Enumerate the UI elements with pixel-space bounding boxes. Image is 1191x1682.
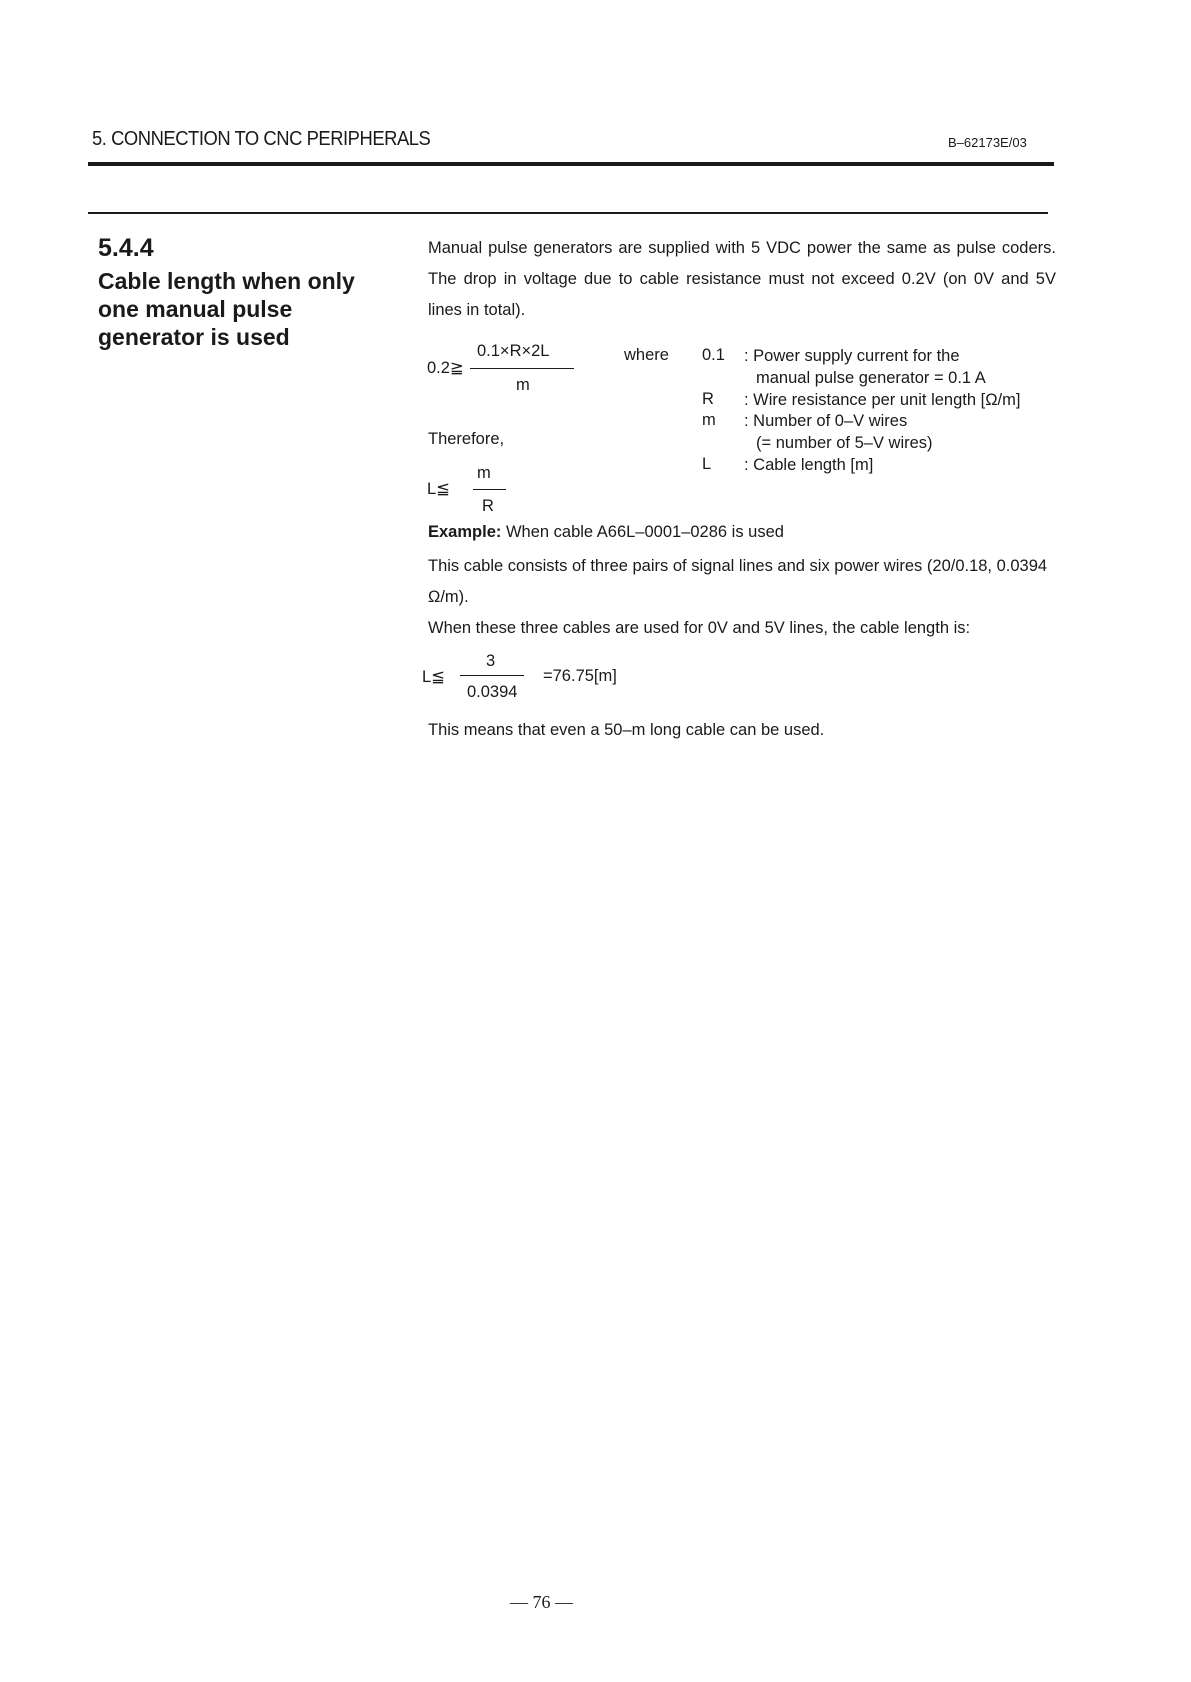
where-label: where (624, 346, 669, 364)
definition-text: : Number of 0–V wires (= number of 5–V wires) (744, 412, 933, 452)
page-number: — 76 — (510, 1592, 573, 1612)
section-number: 5.4.4 (98, 234, 154, 262)
formula1-lhs: 0.2≧ (427, 359, 464, 377)
formula1-fraction-bar (470, 368, 574, 369)
formula1-numerator: 0.1×R×2L (477, 342, 550, 360)
running-header-title: 5. CONNECTION TO CNC PERIPHERALS (92, 128, 431, 150)
example-label: Example: (428, 523, 502, 541)
formula3-numerator: 3 (486, 652, 496, 670)
definition-symbol: m (702, 411, 716, 429)
formula3-fraction-bar (460, 675, 524, 676)
section-title: Cable length when only one manual pulse generator is used (98, 268, 355, 350)
definition-text: : Power supply current for the manual pulse generator = 0.1 A (744, 347, 986, 387)
definition-symbol: 0.1 (702, 346, 725, 364)
example-line (428, 523, 784, 542)
cable-description: This cable consists of three pairs of signal lines and six power wires (20/0.18, 0.0394 Ω/m). (428, 557, 1048, 606)
header-rule (88, 162, 1054, 166)
conclusion-text: This means that even a 50–m long cable can be used. (428, 721, 825, 739)
formula2-lhs: L≦ (427, 480, 451, 498)
cable-usage-text: When these three cables are used for 0V and 5V lines, the cable length is: (428, 619, 971, 637)
therefore-label: Therefore, (428, 430, 505, 448)
document-code: B–62173E/03 (948, 135, 1027, 150)
definition-symbol: R (702, 390, 714, 408)
formula2-fraction-bar (473, 489, 506, 490)
definition-symbol: L (702, 455, 712, 473)
section-rule (88, 212, 1048, 214)
definition-text: : Cable length [m] (744, 456, 874, 474)
intro-paragraph: Manual pulse generators are supplied with 5 VDC power the same as pulse coders. The drop in voltage due to cable resistance must not exceed 0.2V (on 0V and 5V lines in total). (428, 239, 1056, 319)
formula2-denominator: R (482, 497, 494, 515)
formula2-numerator: m (477, 464, 491, 482)
example-text: When cable A66L–0001–0286 is used (505, 523, 784, 541)
formula3-denominator: 0.0394 (467, 683, 518, 701)
formula3-lhs: L≦ (422, 668, 446, 686)
formula3-result: =76.75[m] (543, 667, 617, 685)
definition-text: : Wire resistance per unit length [Ω/m] (744, 391, 1021, 409)
formula1-denominator: m (516, 376, 530, 394)
